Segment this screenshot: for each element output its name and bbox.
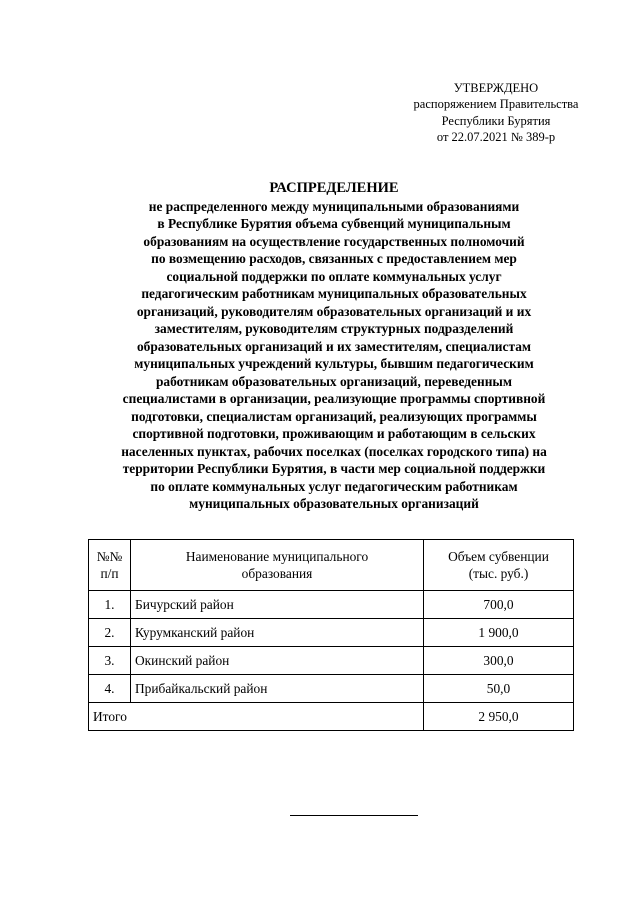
table-row [89,619,574,647]
title-heading: РАСПРЕДЕЛЕНИЕ [269,180,399,196]
row-municipality: Курумканский район [131,619,424,647]
title-line: в Республике Бурятия объема субвенций муниципальным [157,216,511,231]
header-number [89,540,131,591]
total-amount: 2 950,0 [424,703,574,731]
table-total-row [89,703,574,731]
row-amount: 700,0 [424,591,574,619]
table-row [89,591,574,619]
title-line: населенных пунктах, рабочих поселках (поселках городского типа) на [121,443,547,459]
row-number: 1. [89,591,131,619]
title-line: специалистами в организации, реализующие программы спортивной [122,391,546,406]
total-label: Итого [89,703,424,731]
header-subsidy-line1: Объем субвенции [448,549,549,564]
title-line: социальной поддержки по оплате коммунальных услуг [166,268,502,284]
row-municipality: Окинский район [131,647,424,675]
title-line: по оплате коммунальных услуг педагогическим работникам [150,478,518,494]
row-number: 4. [89,675,131,703]
title-line: территории Республики Бурятия, в части мер социальной поддержки [122,461,546,476]
row-municipality: Бичурский район [131,591,424,619]
title-line: педагогическим работникам муниципальных образовательных [141,286,527,301]
header-municipality-line2: образования [241,566,313,581]
row-number: 2. [89,619,131,647]
title-line: работникам образовательных организаций, переведенным [155,373,512,389]
title-line: подготовки, специалистам организаций, реализующих программы [131,408,537,424]
closing-divider [290,815,418,816]
approval-title: УТВЕРЖДЕНО [453,81,539,95]
document-title [60,180,608,513]
row-amount: 300,0 [424,647,574,675]
header-subsidy-line2: (тыс. руб.) [468,566,529,581]
subsidy-table [88,539,574,731]
row-number: 3. [89,647,131,675]
header-subsidy-amount [424,540,574,591]
header-number-line1: №№ [96,549,123,564]
title-line: организаций, руководителям образовательных организаций и их [136,303,532,319]
table-row [89,647,574,675]
header-municipality-line1: Наименование муниципального [185,549,369,564]
title-line: по возмещению расходов, связанных с предоставлением мер [151,251,517,266]
title-line: не распределенного между муниципальными образованиями [148,198,520,214]
approval-stamp [388,80,604,146]
header-municipality [131,540,424,591]
title-line: образовательных организаций и их заместителям, специалистам [136,338,532,354]
header-number-line2: п/п [100,566,119,581]
title-line: заместителям, руководителям структурных подразделений [154,321,514,336]
title-line: спортивной подготовки, проживающим и работающим в сельских [132,426,536,441]
table-header-row [89,540,574,591]
approval-issuer: распоряжением Правительства [413,97,579,112]
table-row [89,675,574,703]
title-line: муниципальных учреждений культуры, бывшим педагогическим [134,356,534,371]
title-line: муниципальных образовательных организаций [189,496,479,511]
approval-republic: Республики Бурятия [441,113,551,128]
approval-date-number: от 22.07.2021 № 389-р [436,130,556,145]
row-amount: 50,0 [424,675,574,703]
row-amount: 1 900,0 [424,619,574,647]
row-municipality: Прибайкальский район [131,675,424,703]
title-line: образованиям на осуществление государственных полномочий [143,233,525,249]
